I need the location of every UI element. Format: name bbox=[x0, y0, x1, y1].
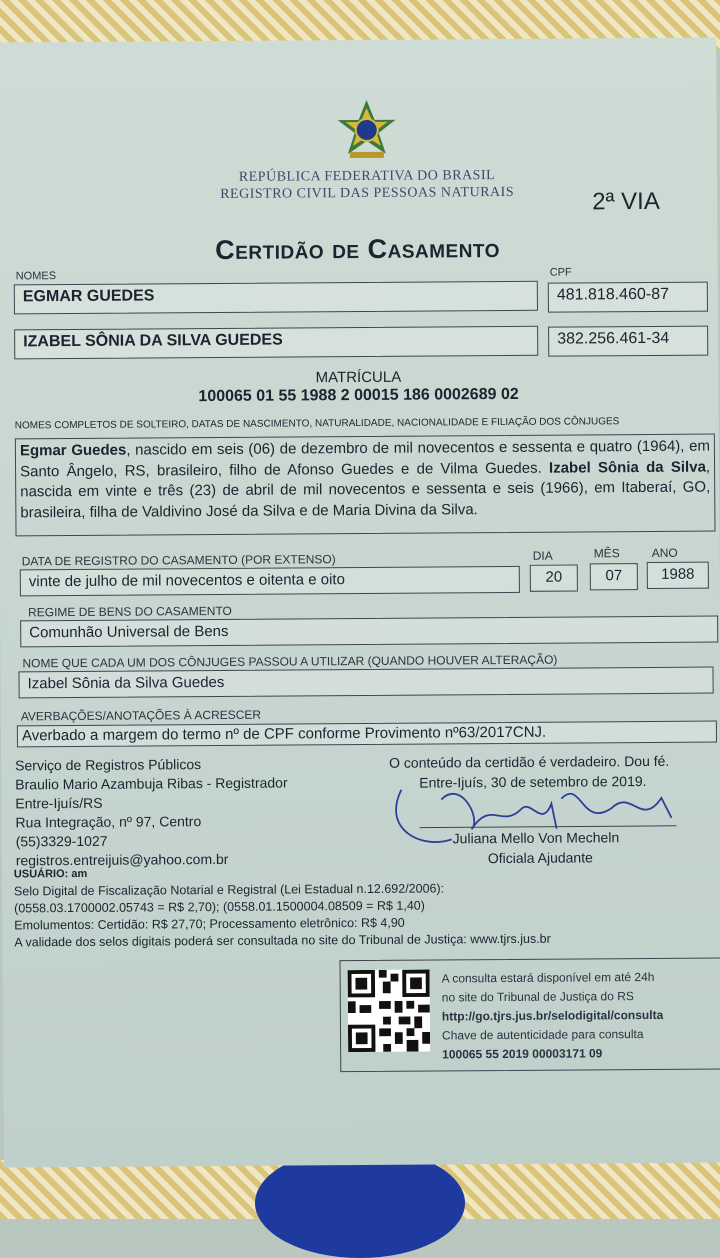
annotations-label: AVERBAÇÕES/ANOTAÇÕES À ACRESCER bbox=[20, 707, 262, 724]
republic-name: REPÚBLICA FEDERATIVA DO BRASIL bbox=[238, 168, 496, 185]
registration-year: 1988 bbox=[647, 562, 709, 589]
matricula-label: MATRÍCULA bbox=[315, 368, 402, 387]
user-code: USUÁRIO: am bbox=[13, 867, 88, 881]
registry-name: REGISTRO CIVIL DAS PESSOAS NATURAIS bbox=[220, 184, 515, 202]
certificate-paper bbox=[0, 38, 720, 1168]
spouse1-details: , nascido em seis (06) de dezembro de mil novecentos e sessenta e quatro (1964), em Santo Ângelo, RS, brasileiro, filho de Afonso Guedes e de Vilma Guedes. bbox=[20, 437, 710, 480]
seal-validity: A validade dos selos digitais poderá ser consultada no site do Tribunal de Justiça: www.tjrs.jus.br bbox=[14, 931, 551, 950]
seal-info bbox=[14, 880, 551, 952]
attest-place-date: Entre-Ijuís, 30 de setembro de 2019. bbox=[419, 773, 647, 791]
office-phone: (55)3329-1027 bbox=[15, 832, 108, 850]
year-label: ANO bbox=[651, 545, 678, 560]
document-title: Certidão de Casamento bbox=[215, 233, 501, 266]
day-label: DIA bbox=[532, 548, 553, 563]
copy-number: 2ª VIA bbox=[592, 187, 660, 216]
spouse2-cpf: 382.256.461-34 bbox=[548, 326, 708, 357]
spouse2-name: IZABEL SÔNIA DA SILVA GUEDES bbox=[14, 326, 538, 360]
spouse2-full-name: Izabel Sônia da Silva bbox=[548, 458, 706, 477]
qr-code-icon bbox=[348, 970, 431, 1053]
consult-key-label: Chave de autenticidade para consulta bbox=[441, 1027, 644, 1043]
registrar-name: Braulio Mario Azambuja Ribas - Registrador bbox=[15, 774, 288, 793]
new-name-label: NOME QUE CADA UM DOS CÔNJUGES PASSOU A UTILIZAR (QUANDO HOUVER ALTERAÇÃO) bbox=[22, 652, 558, 671]
matricula-number: 100065 01 55 1988 2 00015 186 0002689 02 bbox=[198, 385, 519, 406]
consult-availability: A consulta estará disponível em até 24h bbox=[441, 969, 655, 986]
names-label: NOMES bbox=[15, 270, 57, 283]
office-address: Rua Integração, nº 97, Centro bbox=[15, 813, 202, 831]
details-label: NOMES COMPLETOS DE SOLTEIRO, DATAS DE NASCIMENTO, NATURALIDADE, NACIONALIDADE E FILIAÇÃO DOS CÔNJUGES bbox=[14, 416, 620, 432]
authenticity-key: 100065 55 2019 00003171 09 bbox=[442, 1046, 603, 1062]
consult-url[interactable]: http://go.tjrs.jus.br/selodigital/consulta bbox=[441, 1007, 664, 1024]
attest-statement: O conteúdo da certidão é verdadeiro. Dou fé. bbox=[389, 752, 670, 771]
spouses-details bbox=[15, 434, 716, 537]
annotations-value: Averbado a margem do termo nº de CPF conforme Provimento nº63/2017CNJ. bbox=[17, 721, 717, 748]
consult-info bbox=[442, 968, 664, 1065]
fees: Emolumentos: Certidão: R$ 27,70; Processamento eletrônico: R$ 4,90 bbox=[14, 915, 405, 933]
registration-day: 20 bbox=[530, 564, 578, 591]
regime-value: Comunhão Universal de Bens bbox=[20, 616, 718, 648]
cpf-label: CPF bbox=[549, 266, 572, 279]
signer-name: Juliana Mello Von Mecheln bbox=[452, 829, 620, 847]
spouse1-cpf: 481.818.460-87 bbox=[548, 282, 708, 313]
month-label: MÊS bbox=[593, 546, 620, 561]
office-city: Entre-Ijuís/RS bbox=[15, 794, 103, 812]
new-name-value: Izabel Sônia da Silva Guedes bbox=[18, 667, 713, 699]
seal-codes: (0558.03.1700002.05743 = R$ 2,70); (0558.01.1500004.08509 = R$ 1,40) bbox=[14, 898, 425, 916]
office-name: Serviço de Registros Públicos bbox=[15, 756, 202, 774]
spouse1-full-name: Egmar Guedes bbox=[19, 441, 127, 460]
signer-role: Oficiala Ajudante bbox=[487, 849, 593, 867]
spouse2-details: , nascida em vinte e três (23) de abril de mil novecentos e sessenta e seis (1966), em Itaberaí, GO, brasileira, filha de Valdivino José da Silva e de Maria Divina da Silva. bbox=[20, 458, 711, 521]
registration-month: 07 bbox=[590, 563, 638, 590]
consult-site: no site do Tribunal de Justiça do RS bbox=[441, 989, 634, 1005]
issuer-header bbox=[147, 166, 587, 203]
registration-label: DATA DE REGISTRO DO CASAMENTO (POR EXTENSO) bbox=[21, 552, 336, 569]
spouse1-name: EGMAR GUEDES bbox=[14, 281, 538, 315]
seal-law: Selo Digital de Fiscalização Notarial e Registral (Lei Estadual n.12.692/2006): bbox=[13, 881, 445, 899]
coat-of-arms-icon bbox=[329, 98, 403, 163]
regime-label: REGIME DE BENS DO CASAMENTO bbox=[28, 603, 232, 620]
registration-date-text: vinte de julho de mil novecentos e oitenta e oito bbox=[20, 566, 520, 596]
office-email: registros.entreijuis@yahoo.com.br bbox=[15, 850, 229, 869]
office-info bbox=[15, 755, 288, 871]
